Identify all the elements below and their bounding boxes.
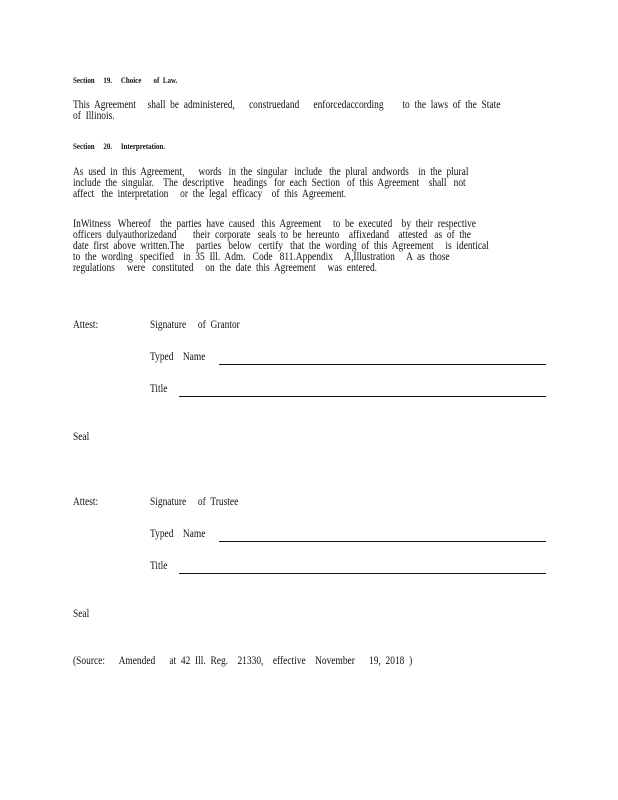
section-19-line: This Agreement shall be administered, construedand enforcedaccording to the laws of the State bbox=[73, 99, 501, 111]
trustee-title-line[interactable] bbox=[179, 573, 546, 574]
witness-paragraph bbox=[73, 219, 532, 274]
section-20-line: As used in this Agreement, words in the singular include the plural andwords in the plural bbox=[73, 166, 469, 178]
grantor-typed-name-label: Typed Name bbox=[150, 351, 206, 363]
grantor-signature-label: Signature of Grantor bbox=[150, 319, 240, 331]
trustee-typed-name-label: Typed Name bbox=[150, 528, 206, 540]
section-19-line: of Illinois. bbox=[73, 110, 115, 122]
trustee-seal-label: Seal bbox=[73, 608, 90, 620]
witness-line: to the wording specified in 35 Ill. Adm. Code 811.Appendix A,Illustration A as those bbox=[73, 251, 450, 263]
grantor-attest-label: Attest: bbox=[73, 319, 99, 331]
grantor-seal-label: Seal bbox=[73, 431, 90, 443]
section-19-body bbox=[73, 100, 532, 122]
source-note: (Source: Amended at 42 Ill. Reg. 21330, effective November 19, 2018 ) bbox=[73, 655, 413, 667]
section-20-line: affect the interpretation or the legal efficacy of this Agreement. bbox=[73, 188, 347, 200]
witness-line: date first above written.The parties below certify that the wording of this Agreement is identical bbox=[73, 240, 489, 252]
trustee-typed-name-line[interactable] bbox=[219, 541, 546, 542]
section-20-body bbox=[73, 167, 532, 200]
grantor-title-line[interactable] bbox=[179, 396, 546, 397]
section-19-heading: Section 19. Choice of Law. bbox=[73, 75, 178, 85]
trustee-signature-label: Signature of Trustee bbox=[150, 496, 239, 508]
grantor-typed-name-line[interactable] bbox=[219, 364, 546, 365]
trustee-title-label: Title bbox=[150, 560, 168, 572]
grantor-title-label: Title bbox=[150, 383, 168, 395]
witness-line: InWitness Whereof the parties have caused this Agreement to be executed by their respective bbox=[73, 218, 476, 230]
trustee-attest-label: Attest: bbox=[73, 496, 99, 508]
witness-line: regulations were constituted on the date this Agreement was entered. bbox=[73, 262, 378, 274]
section-20-line: include the singular. The descriptive headings for each Section of this Agreement shall not bbox=[73, 177, 466, 189]
section-20-heading: Section 20. Interpretation. bbox=[73, 141, 166, 151]
witness-line: officers dulyauthorizedand their corporate seals to be hereunto affixedand attested as of the bbox=[73, 229, 471, 241]
